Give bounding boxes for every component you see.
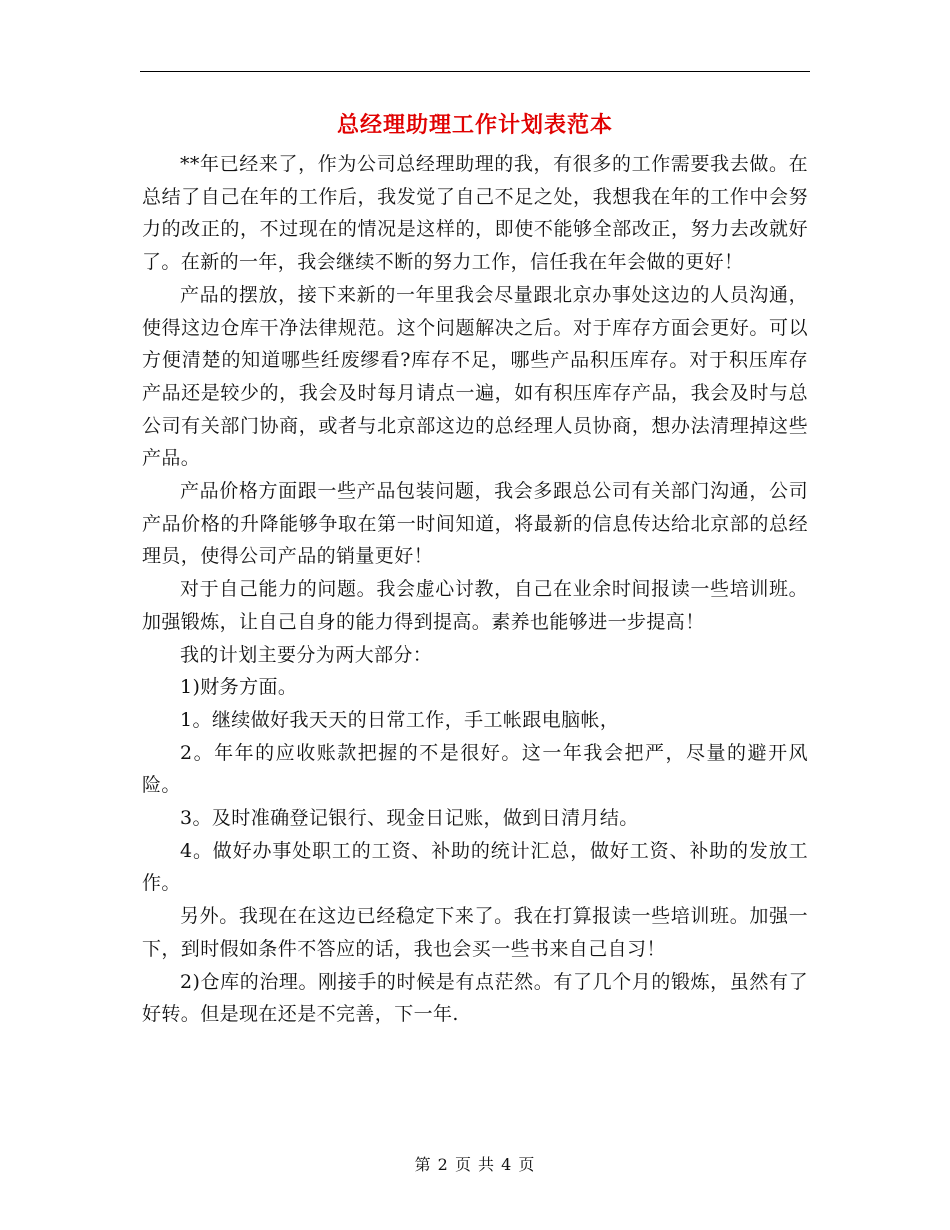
paragraph: 对于自己能力的问题。我会虚心讨教，自己在业余时间报读一些培训班。加强锻炼，让自己自身的能力得到提高。素养也能够进一步提高！ [142, 578, 808, 633]
paragraph: 1)财务方面。 [180, 676, 298, 699]
paragraph: 我的计划主要分为两大部分： [180, 643, 433, 666]
paragraph: 产品价格方面跟一些产品包装问题，我会多跟总公司有关部门沟通，公司产品价格的升降能够争取在第一时间知道，将最新的信息传达给北京部的总经理员，使得公司产品的销量更好！ [142, 480, 808, 568]
paragraph: 产品的摆放，接下来新的一年里我会尽量跟北京办事处这边的人员沟通，使得这边仓库干净法律规范。这个问题解决之后。对于库存方面会更好。可以方便清楚的知道哪些纴废缪看?库存不足，哪些产品积压库存。对于积压库存产品还是较少的，我会及时每月请点一遍，如有积压库存产品，我会及时与总公司有关部门协商，或者与北京部这边的总经理人员协商，想办法清理掉这些产品。 [142, 283, 808, 470]
paragraph: 2。年年的应收账款把握的不是很好。这一年我会把严，尽量的避开风险。 [142, 741, 808, 797]
paragraph: 2)仓库的治理。刚接手的时候是有点茫然。有了几个月的锻炼，虽然有了好转。但是现在还是不完善，下一年. [142, 970, 808, 1026]
header-rule [140, 71, 810, 72]
paragraph: 3。及时准确登记银行、现金日记账，做到日清月结。 [180, 807, 639, 830]
page-number-footer: 第 2 页 共 4 页 [414, 1155, 536, 1174]
paragraph: 另外。我现在在这边已经稳定下来了。我在打算报读一些培训班。加强一下，到时假如条件不答应的话，我也会买一些书来自己自习！ [142, 905, 808, 960]
paragraph: 4。做好办事处职工的工资、补助的统计汇总，做好工资、补助的发放工作。 [142, 839, 808, 895]
document-title: 总经理助理工作计划表范本 [336, 112, 613, 138]
paragraph: **年已经来了，作为公司总经理助理的我，有很多的工作需要我去做。在总结了自己在年的工作后，我发觉了自己不足之处，我想我在年的工作中会努力的改正的，不过现在的情况是这样的，即使不能够全部改正，努力去改就好了。在新的一年，我会继续不断的努力工作，信任我在年会做的更好！ [142, 153, 808, 274]
paragraph: 1。继续做好我天天的日常工作，手工帐跟电脑帐， [180, 708, 620, 731]
document-body [142, 148, 808, 1031]
